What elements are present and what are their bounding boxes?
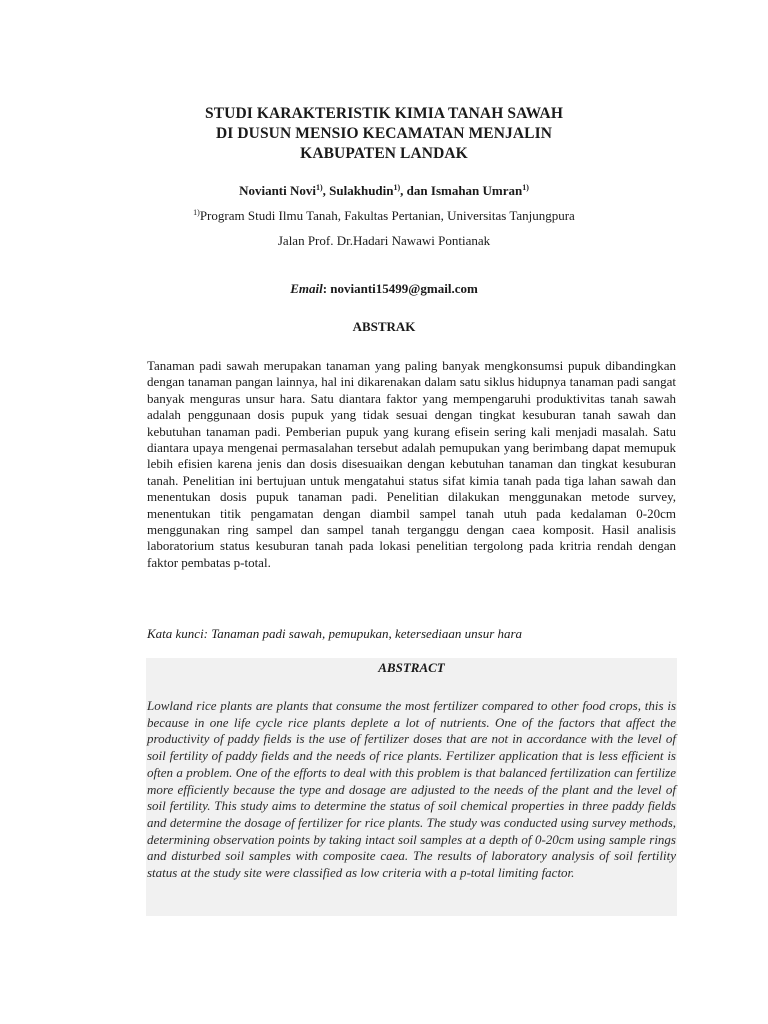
author-list xyxy=(0,183,768,199)
author-3-mark: 1) xyxy=(522,183,529,192)
author-1-mark: 1) xyxy=(315,183,323,192)
affiliation-text: Program Studi Ilmu Tanah, Fakultas Pertanian, Universitas Tanjungpura xyxy=(199,208,575,223)
email-line xyxy=(0,281,768,297)
author-2-mark: 1) xyxy=(393,183,401,192)
abstract-section xyxy=(146,658,677,916)
abstract-heading: ABSTRACT xyxy=(378,660,445,675)
affiliation-mark: 1) xyxy=(193,208,200,217)
title-line-1: STUDI KARAKTERISTIK KIMIA TANAH SAWAH xyxy=(205,105,563,122)
affiliation xyxy=(0,208,768,224)
author-3: , dan Ismahan Umran xyxy=(400,183,523,198)
abstrak-body: Tanaman padi sawah merupakan tanaman yang paling banyak mengkonsumsi pupuk dibandingkan dengan tanaman pangan lainnya, hal ini dikarenakan dalam satu siklus hidupnya tanaman padi sangat banyak menguras unsur hara. Satu diantara faktor yang mempengaruhi produktivitas tanah sawah adalah penggunaan dosis pupuk yang tidak sesuai dengan tingkat kesuburan tanah sawah dan kebutuhan tanaman padi. Pemberian pupuk yang kurang efisein sering kali menjadi masalah. Satu diantara upaya mengenai permasalahan tersebut adalah pemupukan yang berimbang dapat memupuk lebih efisien karena jenis dan dosis disesuaikan dengan kebutuhan tanaman dan tingkat kesuburan tanah. Penelitian ini bertujuan untuk mengatahui status sifat kimia tanah pada tiga lahan sawah dan menentukan dosis pupuk tanaman padi. Penelitian dilakukan menggunakan metode survey, menentukan titik pengamatan dengan diambil sampel tanah utuh pada kedalaman 0-20cm menggunakan ring sampel dan sampel tanah terganggu dengan caea komposit. Hasil analisis laboratorium status kesuburan tanah pada lokasi penelitian tergolong pada kritria rendah dengan faktor pembatas p-total. xyxy=(147,358,676,570)
keywords: Kata kunci: Tanaman padi sawah, pemupukan, ketersediaan unsur hara xyxy=(147,626,523,641)
abstrak-heading: ABSTRAK xyxy=(352,319,416,334)
title-line-2: DI DUSUN MENSIO KECAMATAN MENJALIN xyxy=(215,125,553,142)
author-2: , Sulakhudin xyxy=(322,183,394,198)
paper-title xyxy=(0,104,768,164)
title-line-3: KABUPATEN LANDAK xyxy=(300,145,468,162)
address: Jalan Prof. Dr.Hadari Nawawi Pontianak xyxy=(277,233,491,248)
email-label: Email xyxy=(290,281,323,296)
author-1: Novianti Novi xyxy=(239,183,316,198)
abstract-body: Lowland rice plants are plants that consume the most fertilizer compared to other food crops, this is because in one life cycle rice plants deplete a lot of nutrients. One of the factors that affect the productivity of paddy fields is the use of fertilizer doses that are not in accordance with the level of soil fertility of paddy fields and the needs of rice plants. Fertilizer application that is less efficient is often a problem. One of the efforts to deal with this problem is that balanced fertilization can fertilize more efficiently because the type and dosage are adjusted to the needs of the plant and the level of soil fertility. This study aims to determine the status of soil chemical properties in three paddy fields and determine the dosage of fertilizer for rice plants. The study was conducted using survey methods, determining observation points by taking intact soil samples at a depth of 0-20cm using sample rings and disturbed soil samples with composite caea. The results of laboratory analysis of soil fertility status at the study site were classified as low criteria with a p-total limiting factor. xyxy=(147,698,676,881)
email-address: : novianti15499@gmail.com xyxy=(322,281,478,296)
